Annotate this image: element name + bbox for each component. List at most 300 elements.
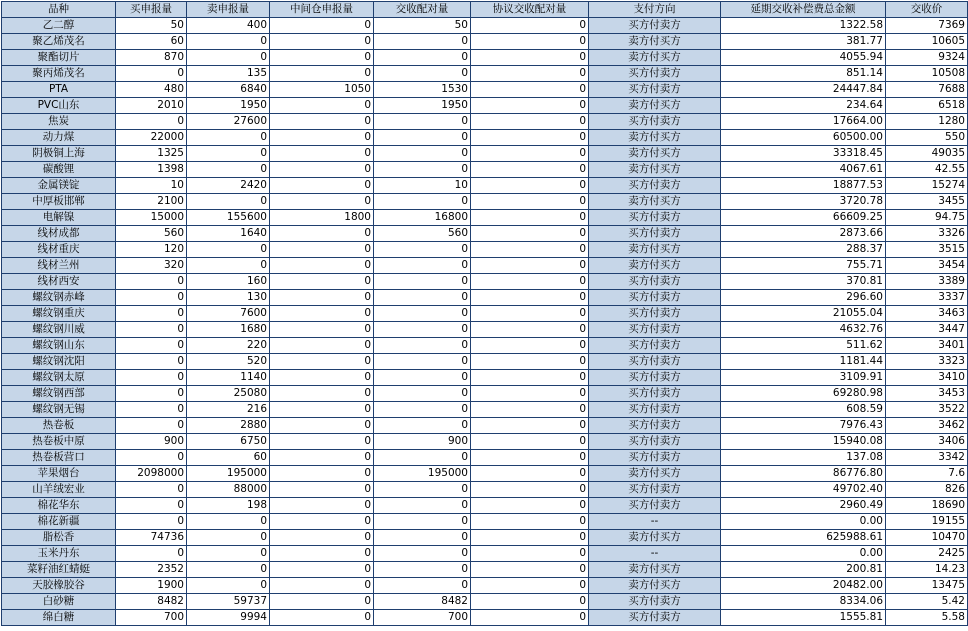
col-variety-cell: 中厚板邯郸	[2, 194, 116, 210]
col-delivery-price-cell: 3515	[886, 242, 968, 258]
col-delivery-matched-cell: 16800	[374, 210, 471, 226]
col-delivery-matched-cell: 0	[374, 578, 471, 594]
table-row	[2, 498, 968, 514]
col-delivery-matched-cell: 0	[374, 482, 471, 498]
col-variety-cell: 聚丙烯茂名	[2, 66, 116, 82]
table-row	[2, 450, 968, 466]
col-delivery-price-cell: 3323	[886, 354, 968, 370]
col-variety-cell: 热卷板营口	[2, 450, 116, 466]
col-buy-declared-cell: 320	[116, 258, 187, 274]
col-variety-cell: 螺纹钢太原	[2, 370, 116, 386]
col-buy-declared-cell: 74736	[116, 530, 187, 546]
col-compensation-total-cell: 7976.43	[721, 418, 886, 434]
col-variety-cell: 螺纹钢重庆	[2, 306, 116, 322]
col-compensation-total-cell: 296.60	[721, 290, 886, 306]
table-row	[2, 82, 968, 98]
col-compensation-total-cell: 86776.80	[721, 466, 886, 482]
col-delivery-matched-cell: 0	[374, 258, 471, 274]
col-delivery-price-header: 交收价	[886, 2, 968, 18]
col-compensation-total-cell: 1322.58	[721, 18, 886, 34]
col-compensation-total-cell: 24447.84	[721, 82, 886, 98]
col-sell-declared-cell: 198	[187, 498, 270, 514]
col-delivery-price-cell: 3342	[886, 450, 968, 466]
col-intermediate-declared-cell: 0	[270, 34, 374, 50]
col-delivery-matched-cell: 10	[374, 178, 471, 194]
col-payment-direction-cell: 买方付卖方	[589, 322, 721, 338]
col-variety-cell: 动力煤	[2, 130, 116, 146]
col-delivery-matched-cell: 195000	[374, 466, 471, 482]
col-intermediate-declared-cell: 1050	[270, 82, 374, 98]
col-variety-cell: 棉花华东	[2, 498, 116, 514]
col-compensation-total-cell: 33318.45	[721, 146, 886, 162]
col-delivery-matched-cell: 0	[374, 386, 471, 402]
col-delivery-matched-cell: 0	[374, 562, 471, 578]
col-sell-declared-cell: 0	[187, 34, 270, 50]
col-payment-direction-cell: 卖方付买方	[589, 98, 721, 114]
col-agreement-matched-cell: 0	[471, 466, 589, 482]
col-delivery-price-cell: 5.58	[886, 610, 968, 626]
col-variety-cell: PVC山东	[2, 98, 116, 114]
col-sell-declared-cell: 220	[187, 338, 270, 354]
table-body	[2, 18, 968, 626]
col-buy-declared-cell: 0	[116, 322, 187, 338]
col-sell-declared-cell: 0	[187, 546, 270, 562]
col-delivery-price-cell: 7369	[886, 18, 968, 34]
col-compensation-total-cell: 4055.94	[721, 50, 886, 66]
col-sell-declared-cell: 0	[187, 50, 270, 66]
col-buy-declared-cell: 22000	[116, 130, 187, 146]
col-delivery-price-cell: 3337	[886, 290, 968, 306]
col-agreement-matched-cell: 0	[471, 130, 589, 146]
table-row	[2, 338, 968, 354]
col-sell-declared-cell: 0	[187, 162, 270, 178]
col-intermediate-declared-cell: 0	[270, 322, 374, 338]
col-delivery-matched-cell: 0	[374, 274, 471, 290]
col-delivery-price-cell: 3453	[886, 386, 968, 402]
col-agreement-matched-cell: 0	[471, 210, 589, 226]
col-payment-direction-cell: 卖方付买方	[589, 34, 721, 50]
col-delivery-price-cell: 94.75	[886, 210, 968, 226]
col-delivery-matched-cell: 0	[374, 50, 471, 66]
col-compensation-total-cell: 21055.04	[721, 306, 886, 322]
col-compensation-total-cell: 69280.98	[721, 386, 886, 402]
col-delivery-price-cell: 9324	[886, 50, 968, 66]
col-agreement-matched-cell: 0	[471, 290, 589, 306]
col-delivery-price-cell: 3455	[886, 194, 968, 210]
col-agreement-matched-cell: 0	[471, 82, 589, 98]
col-payment-direction-cell: 买方付卖方	[589, 82, 721, 98]
col-delivery-price-cell: 3447	[886, 322, 968, 338]
col-payment-direction-cell: 买方付卖方	[589, 450, 721, 466]
col-buy-declared-cell: 0	[116, 498, 187, 514]
col-buy-declared-cell: 0	[116, 450, 187, 466]
col-agreement-matched-cell: 0	[471, 562, 589, 578]
table-row	[2, 162, 968, 178]
col-sell-declared-cell: 1640	[187, 226, 270, 242]
table-row	[2, 18, 968, 34]
col-sell-declared-cell: 1140	[187, 370, 270, 386]
table-row	[2, 418, 968, 434]
col-sell-declared-cell: 1680	[187, 322, 270, 338]
col-payment-direction-cell: 买方付卖方	[589, 418, 721, 434]
col-intermediate-declared-cell: 0	[270, 98, 374, 114]
col-delivery-matched-cell: 0	[374, 370, 471, 386]
col-payment-direction-cell: 买方付卖方	[589, 594, 721, 610]
col-variety-cell: 绵白糖	[2, 610, 116, 626]
col-variety-cell: 热卷板中原	[2, 434, 116, 450]
col-compensation-total-cell: 20482.00	[721, 578, 886, 594]
col-intermediate-declared-cell: 0	[270, 146, 374, 162]
col-buy-declared-cell: 1398	[116, 162, 187, 178]
col-delivery-price-cell: 15274	[886, 178, 968, 194]
table-row	[2, 466, 968, 482]
col-agreement-matched-cell: 0	[471, 66, 589, 82]
col-delivery-matched-cell: 0	[374, 290, 471, 306]
col-delivery-price-cell: 3463	[886, 306, 968, 322]
col-intermediate-declared-cell: 0	[270, 610, 374, 626]
col-payment-direction-cell: 卖方付买方	[589, 466, 721, 482]
table-row	[2, 514, 968, 530]
col-agreement-matched-cell: 0	[471, 194, 589, 210]
col-payment-direction-cell: 买方付卖方	[589, 338, 721, 354]
col-sell-declared-header: 卖申报量	[187, 2, 270, 18]
col-delivery-matched-cell: 0	[374, 34, 471, 50]
col-sell-declared-cell: 59737	[187, 594, 270, 610]
col-payment-direction-cell: 买方付卖方	[589, 178, 721, 194]
col-buy-declared-cell: 1325	[116, 146, 187, 162]
col-intermediate-declared-cell: 0	[270, 18, 374, 34]
col-intermediate-declared-cell: 0	[270, 66, 374, 82]
col-buy-declared-cell: 700	[116, 610, 187, 626]
col-compensation-total-cell: 4632.76	[721, 322, 886, 338]
col-intermediate-declared-cell: 0	[270, 514, 374, 530]
col-delivery-matched-cell: 560	[374, 226, 471, 242]
table-row	[2, 434, 968, 450]
col-intermediate-declared-cell: 0	[270, 178, 374, 194]
col-agreement-matched-cell: 0	[471, 482, 589, 498]
col-compensation-total-cell: 511.62	[721, 338, 886, 354]
table-row	[2, 610, 968, 626]
col-intermediate-declared-cell: 0	[270, 130, 374, 146]
col-delivery-price-cell: 7688	[886, 82, 968, 98]
col-delivery-price-cell: 3406	[886, 434, 968, 450]
col-agreement-matched-header: 协议交收配对量	[471, 2, 589, 18]
col-delivery-matched-cell: 0	[374, 418, 471, 434]
col-intermediate-declared-cell: 0	[270, 498, 374, 514]
col-variety-cell: 电解镍	[2, 210, 116, 226]
col-sell-declared-cell: 0	[187, 258, 270, 274]
col-delivery-price-cell: 19155	[886, 514, 968, 530]
col-variety-cell: 螺纹钢山东	[2, 338, 116, 354]
col-delivery-price-cell: 3410	[886, 370, 968, 386]
col-intermediate-declared-cell: 0	[270, 114, 374, 130]
col-variety-header: 品种	[2, 2, 116, 18]
col-agreement-matched-cell: 0	[471, 162, 589, 178]
col-sell-declared-cell: 7600	[187, 306, 270, 322]
header-row	[2, 2, 968, 18]
col-payment-direction-cell: 买方付卖方	[589, 210, 721, 226]
col-payment-direction-cell: 买方付卖方	[589, 386, 721, 402]
settlement-table	[1, 1, 968, 626]
col-variety-cell: 乙二醇	[2, 18, 116, 34]
col-delivery-matched-cell: 900	[374, 434, 471, 450]
col-variety-cell: 聚乙烯茂名	[2, 34, 116, 50]
table-row	[2, 242, 968, 258]
col-agreement-matched-cell: 0	[471, 306, 589, 322]
col-variety-cell: 焦炭	[2, 114, 116, 130]
col-variety-cell: 螺纹钢川威	[2, 322, 116, 338]
col-delivery-price-cell: 1280	[886, 114, 968, 130]
col-buy-declared-cell: 0	[116, 290, 187, 306]
col-sell-declared-cell: 0	[187, 514, 270, 530]
col-sell-declared-cell: 195000	[187, 466, 270, 482]
col-payment-direction-cell: 买方付卖方	[589, 610, 721, 626]
col-delivery-price-cell: 49035	[886, 146, 968, 162]
col-agreement-matched-cell: 0	[471, 338, 589, 354]
col-intermediate-declared-cell: 0	[270, 466, 374, 482]
col-agreement-matched-cell: 0	[471, 386, 589, 402]
col-buy-declared-cell: 0	[116, 514, 187, 530]
col-agreement-matched-cell: 0	[471, 450, 589, 466]
table-row	[2, 178, 968, 194]
col-buy-declared-cell: 0	[116, 306, 187, 322]
col-buy-declared-cell: 60	[116, 34, 187, 50]
col-intermediate-declared-cell: 0	[270, 258, 374, 274]
col-compensation-total-cell: 381.77	[721, 34, 886, 50]
col-payment-direction-cell: --	[589, 546, 721, 562]
col-delivery-matched-cell: 0	[374, 130, 471, 146]
col-intermediate-declared-cell: 0	[270, 450, 374, 466]
table-row	[2, 98, 968, 114]
col-compensation-total-cell: 370.81	[721, 274, 886, 290]
col-sell-declared-cell: 130	[187, 290, 270, 306]
col-delivery-matched-cell: 50	[374, 18, 471, 34]
col-compensation-total-cell: 49702.40	[721, 482, 886, 498]
col-compensation-total-cell: 18877.53	[721, 178, 886, 194]
col-delivery-price-cell: 42.55	[886, 162, 968, 178]
col-payment-direction-cell: --	[589, 514, 721, 530]
col-sell-declared-cell: 0	[187, 130, 270, 146]
col-variety-cell: 白砂糖	[2, 594, 116, 610]
col-compensation-total-cell: 288.37	[721, 242, 886, 258]
col-compensation-total-cell: 755.71	[721, 258, 886, 274]
col-delivery-price-cell: 826	[886, 482, 968, 498]
col-delivery-price-cell: 13475	[886, 578, 968, 594]
col-delivery-matched-cell: 1530	[374, 82, 471, 98]
col-buy-declared-cell: 870	[116, 50, 187, 66]
table-row	[2, 546, 968, 562]
col-delivery-matched-cell: 0	[374, 354, 471, 370]
col-buy-declared-cell: 2352	[116, 562, 187, 578]
col-delivery-matched-cell: 0	[374, 338, 471, 354]
col-delivery-matched-cell: 0	[374, 546, 471, 562]
col-buy-declared-cell: 0	[116, 114, 187, 130]
table-row	[2, 130, 968, 146]
col-agreement-matched-cell: 0	[471, 226, 589, 242]
col-compensation-total-cell: 17664.00	[721, 114, 886, 130]
col-variety-cell: 菜籽油红蜻蜓	[2, 562, 116, 578]
col-compensation-total-cell: 608.59	[721, 402, 886, 418]
col-sell-declared-cell: 0	[187, 242, 270, 258]
col-intermediate-declared-cell: 0	[270, 386, 374, 402]
col-sell-declared-cell: 6750	[187, 434, 270, 450]
col-delivery-matched-cell: 0	[374, 498, 471, 514]
col-payment-direction-cell: 卖方付买方	[589, 130, 721, 146]
col-delivery-price-cell: 3389	[886, 274, 968, 290]
col-sell-declared-cell: 0	[187, 530, 270, 546]
col-agreement-matched-cell: 0	[471, 98, 589, 114]
col-delivery-matched-cell: 0	[374, 306, 471, 322]
col-buy-declared-cell: 0	[116, 370, 187, 386]
table-row	[2, 290, 968, 306]
col-agreement-matched-cell: 0	[471, 418, 589, 434]
col-sell-declared-cell: 400	[187, 18, 270, 34]
col-compensation-total-header: 延期交收补偿费总金额	[721, 2, 886, 18]
table-row	[2, 306, 968, 322]
col-sell-declared-cell: 135	[187, 66, 270, 82]
col-intermediate-declared-cell: 1800	[270, 210, 374, 226]
col-variety-cell: 线材重庆	[2, 242, 116, 258]
col-payment-direction-cell: 卖方付买方	[589, 50, 721, 66]
col-variety-cell: 棉花新疆	[2, 514, 116, 530]
col-payment-direction-cell: 卖方付买方	[589, 162, 721, 178]
table-row	[2, 226, 968, 242]
col-delivery-price-cell: 550	[886, 130, 968, 146]
col-payment-direction-cell: 卖方付买方	[589, 242, 721, 258]
col-intermediate-declared-cell: 0	[270, 530, 374, 546]
col-delivery-matched-cell: 700	[374, 610, 471, 626]
col-sell-declared-cell: 520	[187, 354, 270, 370]
col-compensation-total-cell: 3109.91	[721, 370, 886, 386]
col-sell-declared-cell: 2420	[187, 178, 270, 194]
col-compensation-total-cell: 66609.25	[721, 210, 886, 226]
col-compensation-total-cell: 3720.78	[721, 194, 886, 210]
table-row	[2, 354, 968, 370]
col-compensation-total-cell: 8334.06	[721, 594, 886, 610]
col-sell-declared-cell: 0	[187, 146, 270, 162]
table-row	[2, 66, 968, 82]
col-variety-cell: 线材成都	[2, 226, 116, 242]
col-sell-declared-cell: 6840	[187, 82, 270, 98]
col-agreement-matched-cell: 0	[471, 354, 589, 370]
col-delivery-matched-cell: 0	[374, 450, 471, 466]
col-payment-direction-cell: 卖方付买方	[589, 146, 721, 162]
col-buy-declared-cell: 50	[116, 18, 187, 34]
col-variety-cell: 脂松香	[2, 530, 116, 546]
col-intermediate-declared-cell: 0	[270, 194, 374, 210]
col-variety-cell: 热卷板	[2, 418, 116, 434]
col-payment-direction-cell: 买方付卖方	[589, 226, 721, 242]
col-payment-direction-cell: 买方付卖方	[589, 402, 721, 418]
table-row	[2, 482, 968, 498]
col-payment-direction-cell: 买方付卖方	[589, 498, 721, 514]
col-variety-cell: 阴极铜上海	[2, 146, 116, 162]
col-variety-cell: 碳酸锂	[2, 162, 116, 178]
col-sell-declared-cell: 0	[187, 194, 270, 210]
col-sell-declared-cell: 160	[187, 274, 270, 290]
col-compensation-total-cell: 4067.61	[721, 162, 886, 178]
col-intermediate-declared-cell: 0	[270, 482, 374, 498]
col-agreement-matched-cell: 0	[471, 530, 589, 546]
col-compensation-total-cell: 0.00	[721, 546, 886, 562]
col-variety-cell: 天胶橡胶谷	[2, 578, 116, 594]
col-variety-cell: 聚酯切片	[2, 50, 116, 66]
col-agreement-matched-cell: 0	[471, 402, 589, 418]
col-payment-direction-cell: 买方付卖方	[589, 274, 721, 290]
col-delivery-matched-cell: 0	[374, 322, 471, 338]
col-agreement-matched-cell: 0	[471, 242, 589, 258]
col-agreement-matched-cell: 0	[471, 114, 589, 130]
col-agreement-matched-cell: 0	[471, 274, 589, 290]
col-intermediate-declared-cell: 0	[270, 50, 374, 66]
col-compensation-total-cell: 137.08	[721, 450, 886, 466]
col-buy-declared-cell: 0	[116, 482, 187, 498]
col-delivery-matched-cell: 8482	[374, 594, 471, 610]
col-sell-declared-cell: 2880	[187, 418, 270, 434]
col-variety-cell: 线材兰州	[2, 258, 116, 274]
col-payment-direction-cell: 卖方付买方	[589, 258, 721, 274]
col-payment-direction-cell: 买方付卖方	[589, 354, 721, 370]
table-row	[2, 562, 968, 578]
table-row	[2, 402, 968, 418]
col-agreement-matched-cell: 0	[471, 514, 589, 530]
col-delivery-matched-cell: 0	[374, 162, 471, 178]
col-payment-direction-cell: 卖方付买方	[589, 578, 721, 594]
col-compensation-total-cell: 851.14	[721, 66, 886, 82]
col-sell-declared-cell: 25080	[187, 386, 270, 402]
col-agreement-matched-cell: 0	[471, 18, 589, 34]
col-intermediate-declared-header: 中间仓申报量	[270, 2, 374, 18]
col-agreement-matched-cell: 0	[471, 594, 589, 610]
col-delivery-matched-cell: 0	[374, 114, 471, 130]
col-intermediate-declared-cell: 0	[270, 354, 374, 370]
table-row	[2, 370, 968, 386]
col-variety-cell: 山羊绒宏业	[2, 482, 116, 498]
col-delivery-price-cell: 14.23	[886, 562, 968, 578]
col-intermediate-declared-cell: 0	[270, 370, 374, 386]
col-payment-direction-cell: 卖方付买方	[589, 194, 721, 210]
col-sell-declared-cell: 1950	[187, 98, 270, 114]
col-delivery-price-cell: 3454	[886, 258, 968, 274]
col-agreement-matched-cell: 0	[471, 178, 589, 194]
table-row	[2, 34, 968, 50]
col-payment-direction-cell: 买方付卖方	[589, 434, 721, 450]
col-delivery-price-cell: 3401	[886, 338, 968, 354]
col-buy-declared-cell: 480	[116, 82, 187, 98]
col-intermediate-declared-cell: 0	[270, 562, 374, 578]
col-intermediate-declared-cell: 0	[270, 402, 374, 418]
col-buy-declared-cell: 0	[116, 274, 187, 290]
col-delivery-price-cell: 10470	[886, 530, 968, 546]
col-agreement-matched-cell: 0	[471, 34, 589, 50]
col-buy-declared-cell: 0	[116, 354, 187, 370]
col-buy-declared-cell: 1900	[116, 578, 187, 594]
col-buy-declared-cell: 120	[116, 242, 187, 258]
col-payment-direction-cell: 买方付卖方	[589, 290, 721, 306]
col-payment-direction-cell: 买方付卖方	[589, 66, 721, 82]
col-buy-declared-cell: 900	[116, 434, 187, 450]
col-intermediate-declared-cell: 0	[270, 338, 374, 354]
col-compensation-total-cell: 625988.61	[721, 530, 886, 546]
col-agreement-matched-cell: 0	[471, 498, 589, 514]
col-variety-cell: 金属镁锭	[2, 178, 116, 194]
col-sell-declared-cell: 0	[187, 578, 270, 594]
col-delivery-price-cell: 6518	[886, 98, 968, 114]
col-compensation-total-cell: 1181.44	[721, 354, 886, 370]
col-delivery-matched-cell: 0	[374, 146, 471, 162]
col-sell-declared-cell: 216	[187, 402, 270, 418]
table-row	[2, 194, 968, 210]
